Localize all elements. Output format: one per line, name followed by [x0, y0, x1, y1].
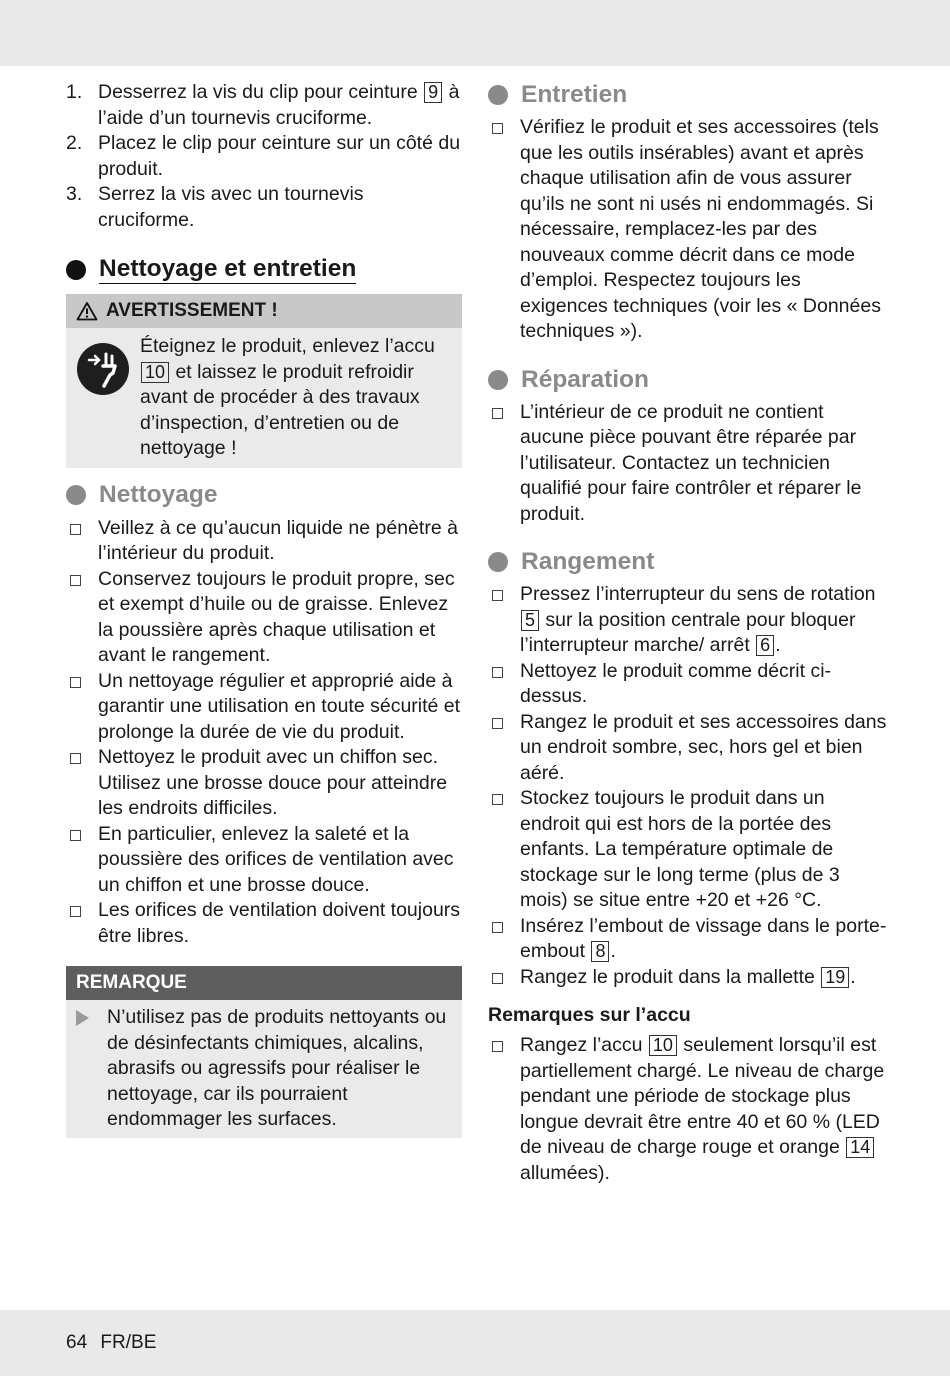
bullet-icon [66, 485, 86, 505]
header-band [0, 0, 950, 66]
arrow-right-icon [76, 1010, 89, 1026]
list-item: Un nettoyage régulier et approprié aide à garantir une utilisation en toute sécurité et prolonge la durée de vie du produit. [66, 669, 462, 746]
step-number: 3. [66, 183, 83, 205]
repair-list [488, 400, 888, 528]
storage-list [488, 582, 888, 990]
bullet-icon [66, 260, 86, 280]
language-code: FR/BE [100, 1332, 157, 1353]
note-box [66, 966, 462, 1138]
part-ref: 10 [141, 362, 169, 383]
checkbox-bullet-icon [70, 575, 81, 586]
maintenance-heading: Entretien [488, 80, 888, 110]
checkbox-bullet-icon [492, 718, 503, 729]
part-ref: 9 [424, 82, 442, 103]
list-item: Conservez toujours le produit propre, sec et exempt d’huile ou de graisse. Enlevez la poussière après chaque utilisation et avant le rangement. [66, 567, 462, 669]
repair-heading: Réparation [488, 365, 888, 395]
part-ref: 5 [521, 610, 539, 631]
maintenance-list [488, 115, 888, 345]
list-item: 1. Desserrez la vis du clip pour ceinture 9 à l’aide d’un tournevis cruciforme. [66, 81, 460, 129]
list-item: Insérez l’embout de vissage dans le porte-embout 8 . [488, 914, 888, 965]
list-item: Nettoyez le produit comme décrit ci-dessus. [488, 659, 888, 710]
list-item: En particulier, enlevez la saleté et la poussière des orifices de ventilation avec un chiffon et une brosse douce. [66, 822, 462, 899]
step-number: 2. [66, 132, 83, 154]
step-number: 1. [66, 81, 83, 103]
part-ref: 19 [821, 967, 849, 988]
cleaning-list [66, 516, 462, 950]
part-ref: 8 [591, 941, 609, 962]
unplug-icon [76, 342, 130, 396]
bullet-icon [488, 552, 508, 572]
checkbox-bullet-icon [70, 524, 81, 535]
list-item: Les orifices de ventilation doivent toujours être libres. [66, 898, 462, 949]
checkbox-bullet-icon [492, 794, 503, 805]
checkbox-bullet-icon [70, 677, 81, 688]
list-item: Vérifiez le produit et ses accessoires (tels que les outils insérables) avant et après chaque utilisation afin de vous assurer qu’ils ne sont ni usés ni endommagés. Si nécessaire, remplacez-les par des nouveaux comme décrit dans ce mode d’emploi. Respectez toujours les exigences techniques (voir les « Données techniques »). [488, 115, 888, 345]
checkbox-bullet-icon [492, 667, 503, 678]
list-item: Stockez toujours le produit dans un endroit qui est hors de la portée des enfants. La température optimale de stockage sur le long terme (plus de 3 mois) se situe entre +20 et +26 °C. [488, 786, 888, 914]
note-text: N’utilisez pas de produits nettoyants ou de désinfectants chimiques, alcalins, abrasifs ou agressifs pour réaliser le nettoyage, car ils pourraient endommager les surfaces. [107, 1006, 447, 1130]
left-column [66, 80, 462, 1138]
part-ref: 6 [756, 635, 774, 656]
list-item: Veillez à ce qu’aucun liquide ne pénètre à l’intérieur du produit. [66, 516, 462, 567]
right-column [488, 80, 888, 1186]
storage-heading: Rangement [488, 547, 888, 577]
list-item: 2. Placez le clip pour ceinture sur un côté du produit. [66, 132, 461, 180]
cleaning-heading: Nettoyage [66, 480, 462, 510]
bullet-icon [488, 85, 508, 105]
checkbox-bullet-icon [492, 973, 503, 984]
page-footer [66, 1332, 164, 1354]
checkbox-bullet-icon [70, 906, 81, 917]
battery-list [488, 1033, 888, 1186]
checkbox-bullet-icon [492, 123, 503, 134]
page-number: 64 [66, 1332, 88, 1353]
warning-header: AVERTISSEMENT ! [66, 294, 462, 328]
warning-box [66, 294, 462, 468]
checkbox-bullet-icon [492, 590, 503, 601]
part-ref: 14 [846, 1137, 874, 1158]
bullet-icon [488, 370, 508, 390]
list-item: Rangez l’accu 10 seulement lorsqu’il est partiellement chargé. Le niveau de charge pendant une période de stockage plus longue devrait être entre 40 et 60 % (LED de niveau de charge rouge et orange 14 allumées). [488, 1033, 888, 1186]
list-item: Rangez le produit et ses accessoires dans un endroit sombre, sec, hors gel et bien aéré. [488, 710, 888, 787]
list-item: Rangez le produit dans la mallette 19 . [488, 965, 888, 991]
warning-triangle-icon [76, 301, 98, 321]
checkbox-bullet-icon [492, 922, 503, 933]
assembly-steps [66, 80, 462, 233]
checkbox-bullet-icon [492, 1041, 503, 1052]
list-item: Nettoyez le produit avec un chiffon sec. Utilisez une brosse douce pour atteindre les endroits difficiles. [66, 745, 462, 822]
checkbox-bullet-icon [70, 753, 81, 764]
list-item: L’intérieur de ce produit ne contient aucune pièce pouvant être réparée par l’utilisateur. Contactez un technicien qualifié pour faire contrôler et réparer le produit. [488, 400, 888, 528]
section-heading: Nettoyage et entretien [66, 255, 462, 284]
note-header: REMARQUE [66, 966, 462, 1000]
checkbox-bullet-icon [70, 830, 81, 841]
checkbox-bullet-icon [492, 408, 503, 419]
battery-heading: Remarques sur l’accu [488, 1004, 691, 1026]
list-item: Pressez l’interrupteur du sens de rotation 5 sur la position centrale pour bloquer l’interrupteur marche/ arrêt 6 . [488, 582, 888, 659]
warning-text: Éteignez le produit, enlevez l’accu 10 et laissez le produit refroidir avant de procéder à des travaux d’inspection, d’entretien ou de nettoyage ! [140, 335, 435, 459]
list-item: 3. Serrez la vis avec un tournevis cruciforme. [66, 183, 364, 231]
part-ref: 10 [649, 1035, 677, 1056]
